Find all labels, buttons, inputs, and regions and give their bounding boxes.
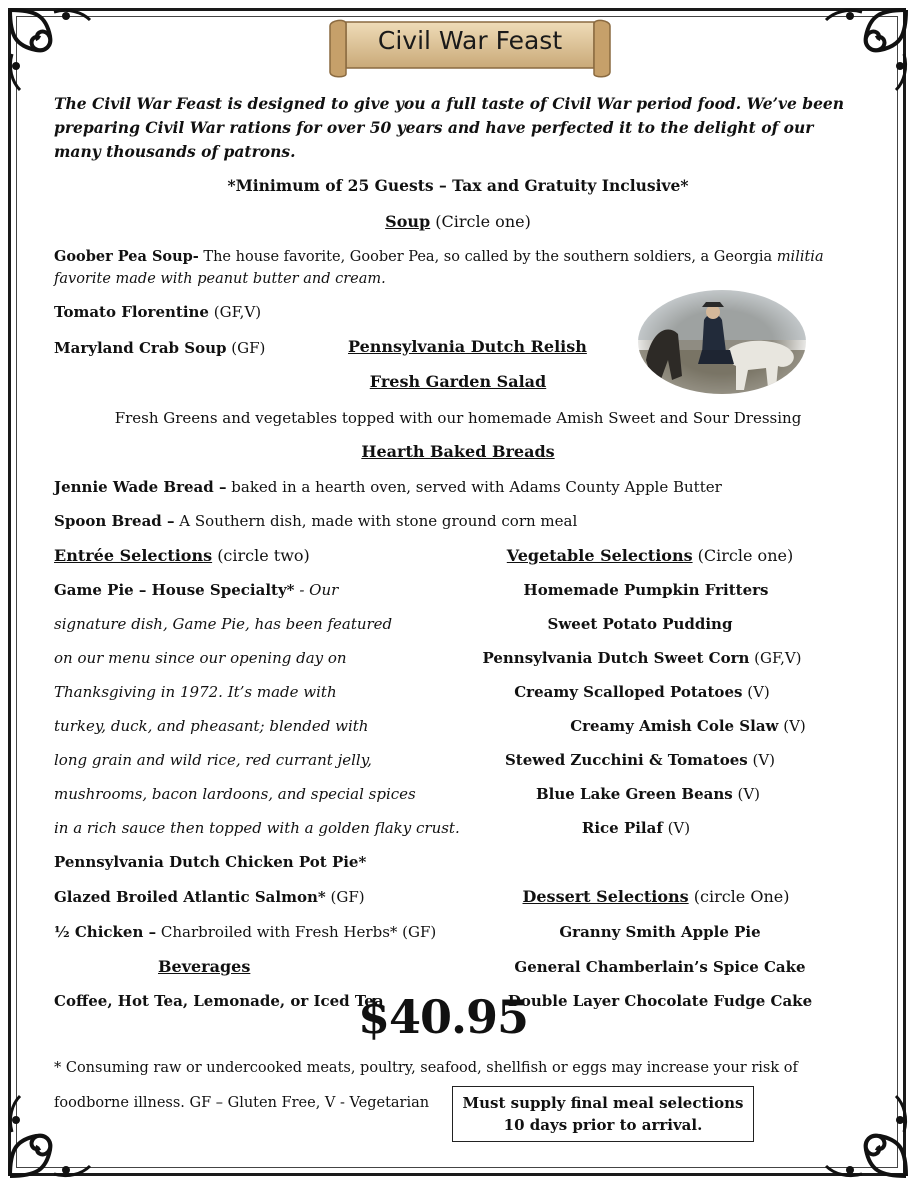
chicken-pot-pie: Pennsylvania Dutch Chicken Pot Pie* [54,853,367,871]
tomato-florentine-name: Tomato Florentine [54,303,209,321]
game-pie-desc-line: mushrooms, bacon lardoons, and special spices [54,785,416,803]
flourish-corner-bottom-right [820,1090,910,1180]
game-pie-desc-line: in a rich sauce then topped with a golden flaky crust. [54,819,460,837]
atlantic-salmon-tag: (GF) [330,888,365,906]
tomato-florentine-tag: (GF,V) [213,303,262,321]
dessert-item: Double Layer Chocolate Fudge Cake [507,992,813,1010]
jennie-wade-bread-name: Jennie Wade Bread – [54,478,227,496]
price: $40.95 [358,990,529,1044]
game-pie [54,580,338,600]
dessert-note: (circle One) [693,887,790,906]
vegetable-item-name: Homemade Pumpkin Fritters [523,581,769,599]
atlantic-salmon-name: Glazed Broiled Atlantic Salmon* [54,888,326,906]
soup-note: (Circle one) [435,212,531,231]
goober-pea-soup [54,246,862,290]
game-pie-desc-line: on our menu since our opening day on [54,649,347,667]
vegetable-item [470,614,810,634]
flourish-corner-top-left [6,6,96,96]
vegetable-item-tag: (V) [747,683,770,701]
game-pie-desc-line: Thanksgiving in 1972. It’s made with [54,683,337,701]
vegetable-item-name: Blue Lake Green Beans [535,785,733,803]
intro-paragraph: The Civil War Feast is designed to give you a full taste of Civil War period food. We’ve been preparing Civil War rations for over 50 years and have perfected it to the delight of our many thousands of patrons. [54,94,845,161]
vegetable-item [472,682,812,702]
half-chicken [54,922,436,942]
dessert-heading-line [486,887,826,907]
beverages-list: Coffee, Hot Tea, Lemonade, or Iced Tea [54,992,384,1010]
spoon-bread-name: Spoon Bread – [54,512,175,530]
relish-heading: Pennsylvania Dutch Relish [348,337,587,356]
vegetable-item-name: Sweet Potato Pudding [547,615,733,633]
goober-pea-soup-desc-italic: militia favorite made with peanut butter and cream. [54,249,824,287]
spoon-bread [54,511,577,531]
vegetable-item-name: Pennsylvania Dutch Sweet Corn [482,649,750,667]
jennie-wade-bread [54,477,722,497]
vegetable-item-tag: (V) [752,751,776,769]
notice-line2: 10 days prior to arrival. [503,1116,703,1134]
vegetable-item [478,784,818,804]
vegetable-item-tag: (V) [737,785,761,803]
vegetable-item-name: Stewed Zucchini & Tomatoes [504,751,748,769]
salad-description: Fresh Greens and vegetables topped with our homemade Amish Sweet and Sour Dressing [114,409,802,427]
health-footnote-line1: * Consuming raw or undercooked meats, poultry, seafood, shellfish or eggs may increase your risk of [54,1060,798,1076]
vegetable-heading: Vegetable Selections [506,546,693,565]
jennie-wade-bread-desc: baked in a hearth oven, served with Adams County Apple Butter [231,478,722,496]
vegetable-item-name: Creamy Amish Cole Slaw [570,717,779,735]
entree-heading-line [54,546,310,566]
vegetable-item-tag: (V) [667,819,691,837]
vegetable-item-name: Creamy Scalloped Potatoes [514,683,743,701]
vegetable-item-name: Rice Pilaf [581,819,663,837]
half-chicken-name: ½ Chicken – [54,923,157,941]
minimum-guests-note: *Minimum of 25 Guests – Tax and Gratuity Inclusive* [227,176,689,195]
half-chicken-desc: Charbroiled with Fresh Herbs* (GF) [160,923,437,941]
flourish-corner-top-right [820,6,910,96]
maryland-crab-soup-tag: (GF) [231,339,266,357]
health-footnote-line2: foodborne illness. GF – Gluten Free, V - Vegetarian [54,1095,430,1111]
vegetable-item [470,750,810,770]
vegetable-heading-line [480,546,820,566]
game-pie-name: Game Pie – House Specialty* [54,581,295,599]
game-pie-desc-line: long grain and wild rice, red currant jelly, [54,751,372,769]
dessert-item: General Chamberlain’s Spice Cake [514,958,806,976]
breads-heading: Hearth Baked Breads [361,442,555,461]
vegetable-note: (Circle one) [697,546,794,565]
dessert-heading: Dessert Selections [522,887,689,906]
goober-pea-soup-name: Goober Pea Soup- [54,248,199,265]
game-pie-desc-line: - Our [299,581,339,599]
vegetable-item [466,818,806,838]
goober-pea-soup-desc: The house favorite, Goober Pea, so called by the southern soldiers, a Georgia [203,249,773,265]
vegetable-item-tag: (V) [783,717,806,735]
entree-heading: Entrée Selections [54,546,213,565]
game-pie-desc-line: signature dish, Game Pie, has been featured [54,615,393,633]
atlantic-salmon [54,887,365,907]
spoon-bread-desc: A Southern dish, made with stone ground corn meal [179,512,578,530]
vegetable-item [472,648,812,668]
beverages-heading: Beverages [158,957,251,976]
vegetable-item-tag: (GF,V) [754,649,802,667]
entree-note: (circle two) [217,546,310,565]
soup-heading: Soup [385,212,431,231]
notice-line1: Must supply final meal selections [462,1094,744,1112]
vegetable-item [476,580,816,600]
dessert-item: Granny Smith Apple Pie [559,923,761,941]
game-pie-desc-line: turkey, duck, and pheasant; blended with [54,717,369,735]
maryland-crab-soup-name: Maryland Crab Soup [54,339,227,357]
salad-heading: Fresh Garden Salad [369,372,547,391]
meal-selection-notice-box [452,1086,754,1142]
maryland-crab-soup [54,338,265,358]
page-title: Civil War Feast [377,26,563,55]
vegetable-item [518,716,858,736]
soup-heading-line [54,212,862,232]
tomato-florentine [54,302,261,322]
